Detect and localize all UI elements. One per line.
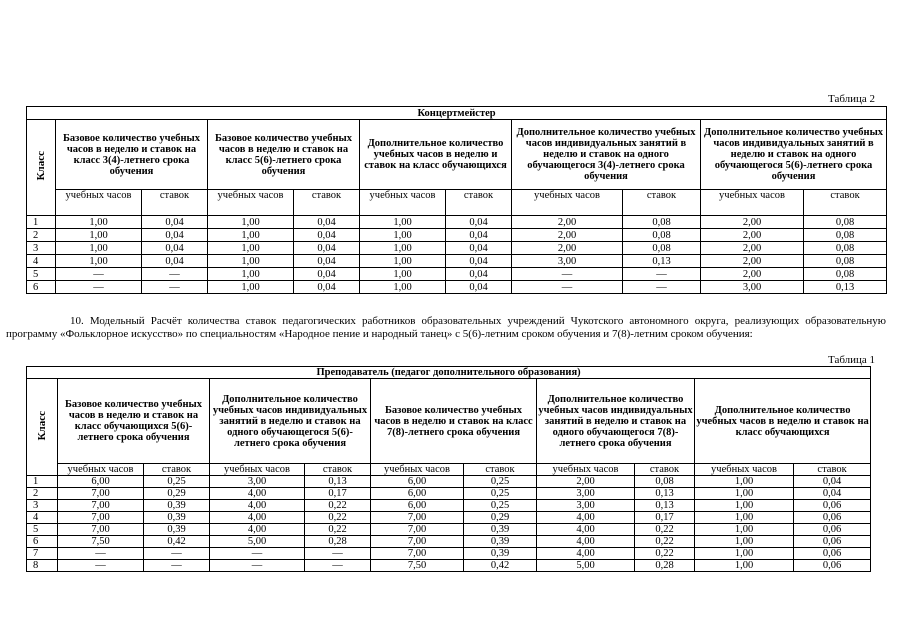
hours-cell: 2,00 bbox=[537, 476, 635, 488]
hours-cell: 7,00 bbox=[58, 524, 144, 536]
hours-cell: 1,00 bbox=[208, 216, 294, 229]
rates-cell: 0,28 bbox=[635, 560, 695, 572]
hours-cell: 1,00 bbox=[695, 536, 794, 548]
concertmaster-table bbox=[26, 106, 887, 294]
table-row bbox=[27, 488, 871, 500]
hours-cell: 1,00 bbox=[208, 268, 294, 281]
table-row bbox=[27, 548, 871, 560]
rates-cell: 0,04 bbox=[446, 242, 512, 255]
hours-cell: — bbox=[512, 281, 623, 294]
table2-caption: Таблица 2 bbox=[828, 93, 876, 105]
table1-title: Преподаватель (педагог дополнительного образования) bbox=[27, 367, 871, 379]
class-number-cell: 3 bbox=[27, 242, 56, 255]
hours-cell: 7,50 bbox=[371, 560, 464, 572]
rates-cell: — bbox=[144, 560, 210, 572]
rates-cell: 0,08 bbox=[623, 216, 701, 229]
hours-cell: 7,00 bbox=[371, 512, 464, 524]
subheader-hours: учебных часов bbox=[58, 464, 144, 476]
hours-cell: 1,00 bbox=[360, 281, 446, 294]
table2-group-header: Дополнительное количество учебных часов в неделю и ставок на класс обучающихся bbox=[360, 120, 512, 190]
subheader-rates: ставок bbox=[635, 464, 695, 476]
rates-cell: 0,04 bbox=[142, 255, 208, 268]
rates-cell: 0,39 bbox=[144, 500, 210, 512]
hours-cell: — bbox=[56, 281, 142, 294]
class-number-cell: 6 bbox=[27, 536, 58, 548]
hours-cell: 3,00 bbox=[701, 281, 804, 294]
table1-group-header: Дополнительное количество учебных часов индивидуальных занятий в неделю и ставок на одного обучающегося 5(6)-летнего срока обучения bbox=[210, 379, 371, 464]
table-row bbox=[27, 229, 887, 242]
rates-cell: 0,13 bbox=[804, 281, 887, 294]
table-row bbox=[27, 512, 871, 524]
rates-cell: 0,25 bbox=[464, 476, 537, 488]
class-number-cell: 5 bbox=[27, 268, 56, 281]
rates-cell: 0,04 bbox=[294, 229, 360, 242]
rates-cell: 0,13 bbox=[623, 255, 701, 268]
table2-group-header: Базовое количество учебных часов в неделю и ставок на класс 3(4)-летнего срока обучения bbox=[56, 120, 208, 190]
table-row bbox=[27, 476, 871, 488]
hours-cell: 2,00 bbox=[701, 216, 804, 229]
rates-cell: 0,04 bbox=[446, 268, 512, 281]
table-row bbox=[27, 216, 887, 229]
hours-cell: — bbox=[210, 560, 305, 572]
subheader-hours: учебных часов bbox=[701, 190, 804, 216]
rates-cell: — bbox=[142, 268, 208, 281]
rates-cell: 0,08 bbox=[635, 476, 695, 488]
body-paragraph: 10. Модельный Расчёт количества ставок педагогических работников образовательных учреждений Чукотского автономного округа, реализующих образовательную программу «Фольклорное искусство» по специальностям «Народное пение и народный танец» с 5(6)-летним сроком обучения и 7(8)-летним сроком обучения: bbox=[6, 315, 886, 341]
rates-cell: 0,22 bbox=[305, 512, 371, 524]
hours-cell: — bbox=[512, 268, 623, 281]
table2-title: Концертмейстер bbox=[27, 107, 887, 120]
subheader-hours: учебных часов bbox=[360, 190, 446, 216]
hours-cell: 6,00 bbox=[371, 488, 464, 500]
hours-cell: 1,00 bbox=[695, 512, 794, 524]
hours-cell: 1,00 bbox=[56, 229, 142, 242]
rates-cell: 0,22 bbox=[305, 500, 371, 512]
subheader-hours: учебных часов bbox=[210, 464, 305, 476]
hours-cell: 2,00 bbox=[512, 242, 623, 255]
hours-cell: 4,00 bbox=[210, 488, 305, 500]
class-number-cell: 4 bbox=[27, 255, 56, 268]
subheader-rates: ставок bbox=[446, 190, 512, 216]
hours-cell: 2,00 bbox=[701, 229, 804, 242]
hours-cell: 1,00 bbox=[695, 500, 794, 512]
rates-cell: 0,39 bbox=[144, 512, 210, 524]
subheader-rates: ставок bbox=[294, 190, 360, 216]
table1-group-header: Базовое количество учебных часов в неделю и ставок на класс 7(8)-летнего срока обучения bbox=[371, 379, 537, 464]
class-number-cell: 4 bbox=[27, 512, 58, 524]
class-number-cell: 7 bbox=[27, 548, 58, 560]
hours-cell: 7,50 bbox=[58, 536, 144, 548]
hours-cell: 3,00 bbox=[210, 476, 305, 488]
rates-cell: 0,39 bbox=[464, 536, 537, 548]
table-row bbox=[27, 242, 887, 255]
rates-cell: 0,04 bbox=[294, 255, 360, 268]
rates-cell: 0,42 bbox=[464, 560, 537, 572]
rates-cell: 0,04 bbox=[294, 268, 360, 281]
hours-cell: 1,00 bbox=[695, 476, 794, 488]
rates-cell: 0,13 bbox=[635, 500, 695, 512]
rates-cell: — bbox=[305, 548, 371, 560]
rates-cell: 0,08 bbox=[804, 255, 887, 268]
rates-cell: 0,08 bbox=[804, 268, 887, 281]
subheader-rates: ставок bbox=[623, 190, 701, 216]
rates-cell: 0,08 bbox=[804, 229, 887, 242]
hours-cell: 1,00 bbox=[695, 488, 794, 500]
rates-cell: 0,28 bbox=[305, 536, 371, 548]
rates-cell: 0,06 bbox=[794, 524, 871, 536]
class-number-cell: 6 bbox=[27, 281, 56, 294]
subheader-rates: ставок bbox=[794, 464, 871, 476]
hours-cell: 7,00 bbox=[371, 548, 464, 560]
table1-body bbox=[27, 476, 871, 572]
hours-cell: 4,00 bbox=[210, 512, 305, 524]
hours-cell: 7,00 bbox=[58, 488, 144, 500]
rates-cell: 0,39 bbox=[464, 524, 537, 536]
hours-cell: 6,00 bbox=[371, 500, 464, 512]
class-column-header: Класс bbox=[27, 120, 56, 216]
class-number-cell: 2 bbox=[27, 229, 56, 242]
hours-cell: 7,00 bbox=[371, 524, 464, 536]
rates-cell: 0,06 bbox=[794, 560, 871, 572]
rates-cell: 0,22 bbox=[635, 524, 695, 536]
rates-cell: 0,04 bbox=[142, 216, 208, 229]
hours-cell: 2,00 bbox=[512, 216, 623, 229]
subheader-hours: учебных часов bbox=[56, 190, 142, 216]
class-number-cell: 1 bbox=[27, 216, 56, 229]
class-number-cell: 8 bbox=[27, 560, 58, 572]
hours-cell: 1,00 bbox=[695, 548, 794, 560]
hours-cell: 2,00 bbox=[512, 229, 623, 242]
rates-cell: 0,04 bbox=[294, 242, 360, 255]
rates-cell: 0,04 bbox=[794, 476, 871, 488]
rates-cell: 0,25 bbox=[144, 476, 210, 488]
hours-cell: 5,00 bbox=[210, 536, 305, 548]
rates-cell: 0,08 bbox=[804, 216, 887, 229]
hours-cell: 1,00 bbox=[56, 216, 142, 229]
rates-cell: 0,08 bbox=[804, 242, 887, 255]
subheader-hours: учебных часов bbox=[512, 190, 623, 216]
rates-cell: 0,42 bbox=[144, 536, 210, 548]
rates-cell: — bbox=[623, 281, 701, 294]
hours-cell: 1,00 bbox=[695, 524, 794, 536]
rates-cell: — bbox=[623, 268, 701, 281]
rates-cell: 0,22 bbox=[635, 548, 695, 560]
hours-cell: 1,00 bbox=[208, 242, 294, 255]
rates-cell: 0,04 bbox=[294, 216, 360, 229]
table-row bbox=[27, 500, 871, 512]
rates-cell: 0,17 bbox=[635, 512, 695, 524]
hours-cell: 1,00 bbox=[360, 229, 446, 242]
rates-cell: 0,04 bbox=[142, 229, 208, 242]
table2-group-header: Дополнительное количество учебных часов индивидуальных занятий в неделю и ставок на одного обучающегося 3(4)-летнего срока обучения bbox=[512, 120, 701, 190]
rates-cell: 0,04 bbox=[446, 255, 512, 268]
hours-cell: 3,00 bbox=[537, 488, 635, 500]
rates-cell: 0,04 bbox=[446, 229, 512, 242]
class-number-cell: 1 bbox=[27, 476, 58, 488]
hours-cell: — bbox=[58, 548, 144, 560]
table2-group-header: Базовое количество учебных часов в неделю и ставок на класс 5(6)-летнего срока обучения bbox=[208, 120, 360, 190]
hours-cell: 5,00 bbox=[537, 560, 635, 572]
rates-cell: 0,13 bbox=[635, 488, 695, 500]
table-row bbox=[27, 268, 887, 281]
table-row bbox=[27, 560, 871, 572]
hours-cell: 4,00 bbox=[537, 524, 635, 536]
subheader-hours: учебных часов bbox=[208, 190, 294, 216]
hours-cell: 6,00 bbox=[58, 476, 144, 488]
hours-cell: 7,00 bbox=[371, 536, 464, 548]
teacher-table bbox=[26, 366, 871, 572]
hours-cell: 1,00 bbox=[360, 242, 446, 255]
rates-cell: 0,29 bbox=[464, 512, 537, 524]
hours-cell: 7,00 bbox=[58, 500, 144, 512]
hours-cell: — bbox=[58, 560, 144, 572]
hours-cell: 1,00 bbox=[56, 242, 142, 255]
hours-cell: 3,00 bbox=[512, 255, 623, 268]
hours-cell: 7,00 bbox=[58, 512, 144, 524]
table-row bbox=[27, 255, 887, 268]
hours-cell: 4,00 bbox=[210, 524, 305, 536]
hours-cell: 1,00 bbox=[208, 281, 294, 294]
hours-cell: — bbox=[56, 268, 142, 281]
hours-cell: 4,00 bbox=[210, 500, 305, 512]
table1-caption: Таблица 1 bbox=[828, 354, 876, 366]
rates-cell: 0,04 bbox=[446, 216, 512, 229]
rates-cell: 0,04 bbox=[794, 488, 871, 500]
rates-cell: 0,06 bbox=[794, 536, 871, 548]
class-number-cell: 2 bbox=[27, 488, 58, 500]
rates-cell: 0,08 bbox=[623, 229, 701, 242]
hours-cell: 6,00 bbox=[371, 476, 464, 488]
hours-cell: 1,00 bbox=[360, 255, 446, 268]
hours-cell: 2,00 bbox=[701, 242, 804, 255]
table2-group-header: Дополнительное количество учебных часов индивидуальных занятий в неделю и ставок на одного обучающегося 5(6)-летнего срока обучения bbox=[701, 120, 887, 190]
table2-body bbox=[27, 216, 887, 294]
table-row bbox=[27, 536, 871, 548]
subheader-hours: учебных часов bbox=[695, 464, 794, 476]
rates-cell: 0,04 bbox=[446, 281, 512, 294]
rates-cell: 0,22 bbox=[635, 536, 695, 548]
table-row bbox=[27, 281, 887, 294]
hours-cell: 4,00 bbox=[537, 536, 635, 548]
rates-cell: 0,25 bbox=[464, 500, 537, 512]
hours-cell: 4,00 bbox=[537, 548, 635, 560]
rates-cell: 0,13 bbox=[305, 476, 371, 488]
hours-cell: 1,00 bbox=[208, 229, 294, 242]
table1-group-header: Дополнительное количество учебных часов в неделю и ставок на класс обучающихся bbox=[695, 379, 871, 464]
subheader-rates: ставок bbox=[142, 190, 208, 216]
table1-group-header: Дополнительное количество учебных часов индивидуальных занятий в неделю и ставок на одного обучающегося 7(8)-летнего срока обучения bbox=[537, 379, 695, 464]
rates-cell: 0,04 bbox=[294, 281, 360, 294]
hours-cell: 1,00 bbox=[56, 255, 142, 268]
rates-cell: — bbox=[305, 560, 371, 572]
rates-cell: 0,25 bbox=[464, 488, 537, 500]
rates-cell: 0,17 bbox=[305, 488, 371, 500]
rates-cell: — bbox=[144, 548, 210, 560]
hours-cell: 1,00 bbox=[360, 268, 446, 281]
rates-cell: 0,08 bbox=[623, 242, 701, 255]
subheader-hours: учебных часов bbox=[371, 464, 464, 476]
class-number-cell: 5 bbox=[27, 524, 58, 536]
subheader-rates: ставок bbox=[804, 190, 887, 216]
rates-cell: 0,29 bbox=[144, 488, 210, 500]
subheader-rates: ставок bbox=[144, 464, 210, 476]
rates-cell: — bbox=[142, 281, 208, 294]
class-column-header: Класс bbox=[27, 379, 58, 476]
hours-cell: 1,00 bbox=[695, 560, 794, 572]
rates-cell: 0,39 bbox=[464, 548, 537, 560]
rates-cell: 0,39 bbox=[144, 524, 210, 536]
subheader-rates: ставок bbox=[464, 464, 537, 476]
hours-cell: 3,00 bbox=[537, 500, 635, 512]
hours-cell: 2,00 bbox=[701, 268, 804, 281]
table-row bbox=[27, 524, 871, 536]
subheader-rates: ставок bbox=[305, 464, 371, 476]
rates-cell: 0,06 bbox=[794, 500, 871, 512]
subheader-hours: учебных часов bbox=[537, 464, 635, 476]
rates-cell: 0,06 bbox=[794, 548, 871, 560]
rates-cell: 0,06 bbox=[794, 512, 871, 524]
hours-cell: 1,00 bbox=[360, 216, 446, 229]
hours-cell: — bbox=[210, 548, 305, 560]
hours-cell: 1,00 bbox=[208, 255, 294, 268]
rates-cell: 0,22 bbox=[305, 524, 371, 536]
rates-cell: 0,04 bbox=[142, 242, 208, 255]
class-number-cell: 3 bbox=[27, 500, 58, 512]
table1-group-header: Базовое количество учебных часов в неделю и ставок на класс обучающихся 5(6)-летнего срока обучения bbox=[58, 379, 210, 464]
hours-cell: 4,00 bbox=[537, 512, 635, 524]
hours-cell: 2,00 bbox=[701, 255, 804, 268]
